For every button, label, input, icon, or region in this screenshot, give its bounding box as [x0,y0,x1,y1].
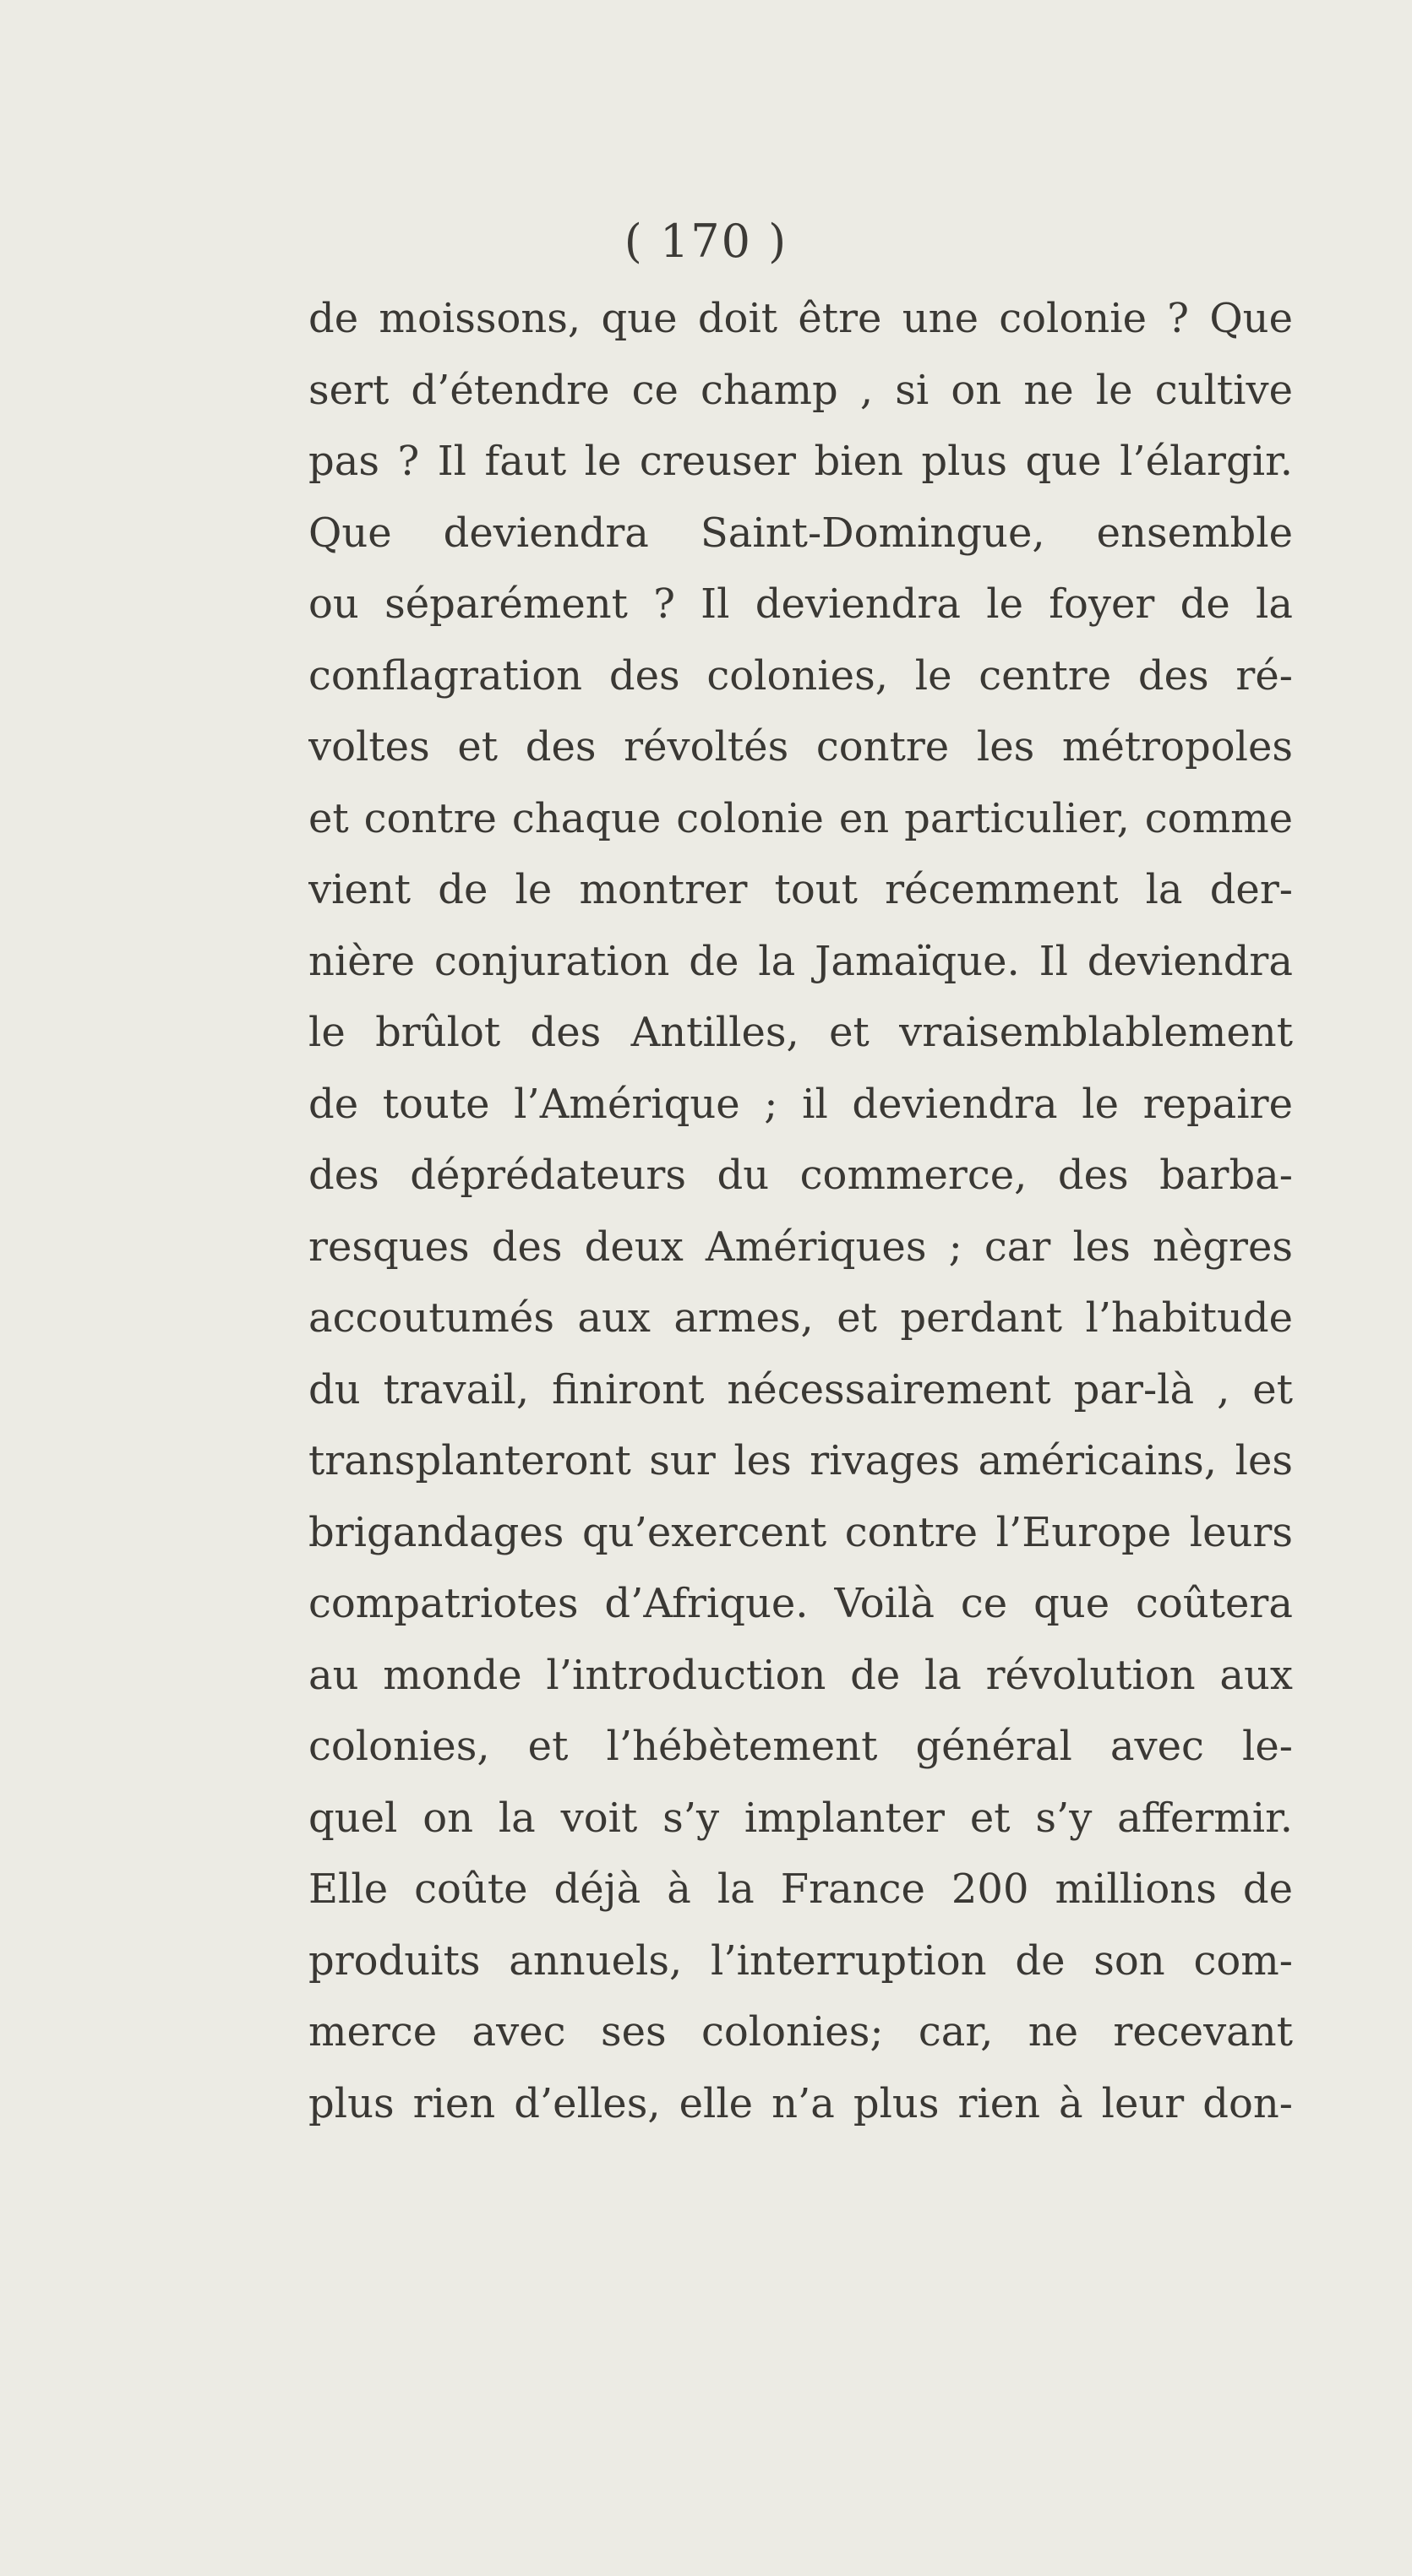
text-line: le brûlot des Antilles, et vraisemblablement [308,1009,1293,1056]
text-line: quel on la voit s’y implanter et s’y affermir. [308,1794,1293,1842]
text-line: sert d’étendre ce champ , si on ne le cultive [308,366,1293,414]
text-line: de toute l’Amérique ; il deviendra le repaire [308,1080,1293,1128]
text-line: plus rien d’elles, elle n’a plus rien à leur don- [308,2079,1293,2127]
text-line: du travail, finiront nécessairement par-là , et [308,1365,1293,1413]
text-line: au monde l’introduction de la révolution aux [308,1651,1293,1699]
text-line: ou séparément ? Il deviendra le foyer de la [308,580,1293,628]
text-line: produits annuels, l’interruption de son com- [308,1936,1293,1985]
text-line: colonies, et l’hébètement général avec le- [308,1723,1293,1770]
text-line: brigandages qu’exercent contre l’Europe leurs [308,1508,1293,1556]
text-line: transplanteront sur les rivages américains, les [308,1437,1293,1484]
text-line: de moissons, que doit être une colonie ? Que [308,295,1293,342]
text-line: conflagration des colonies, le centre des ré- [308,651,1293,700]
text-line: accoutumés aux armes, et perdant l’habitude [308,1294,1293,1342]
body-text [308,283,1293,2139]
text-line: Elle coûte déjà à la France 200 millions de [308,1865,1293,1913]
text-line: merce avec ses colonies; car, ne recevant [308,2008,1293,2056]
text-line: et contre chaque colonie en particulier, comme [308,794,1293,842]
text-line: Que deviendra Saint-Domingue, ensemble [308,509,1293,557]
text-line: des déprédateurs du commerce, des barba- [308,1152,1293,1199]
page-number: ( 170 ) [624,215,788,268]
text-line: compatriotes d’Afrique. Voilà ce que coûtera [308,1580,1293,1627]
text-line: nière conjuration de la Jamaïque. Il deviendra [308,937,1293,985]
text-line: voltes et des révoltés contre les métropoles [308,723,1293,771]
text-line: resques des deux Amériques ; car les nègres [308,1223,1293,1271]
text-line: pas ? Il faut le creuser bien plus que l’élargir. [308,438,1293,485]
text-line: vient de le montrer tout récemment la der- [308,866,1293,913]
